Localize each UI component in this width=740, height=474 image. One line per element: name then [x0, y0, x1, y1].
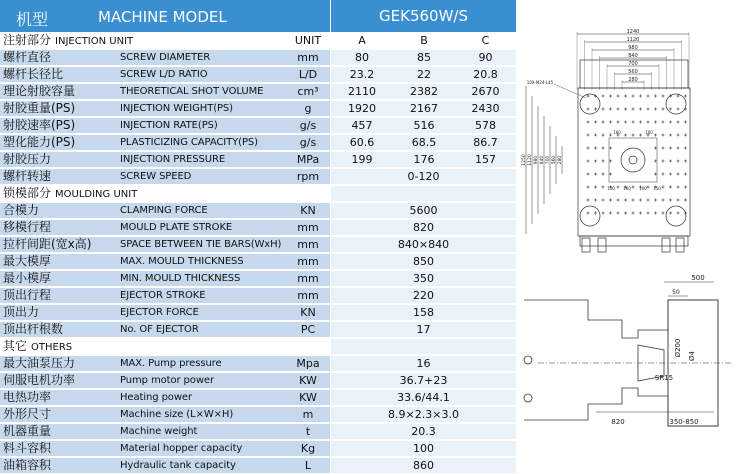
wheel [524, 356, 532, 364]
row-unit: g/s [286, 135, 330, 150]
nozzle-center [629, 156, 637, 164]
row-unit: m [286, 407, 330, 422]
row-label-en: Material hopper capacity [114, 441, 292, 456]
row-label-en: MAX. Pump pressure [114, 356, 292, 371]
tie-bar [580, 206, 600, 226]
hole-note: 10X-M24-L45 [526, 80, 554, 85]
row-label-cn: 电热功率 [0, 390, 117, 405]
row-unit: t [286, 424, 330, 439]
row-label-cn: 伺服电机功率 [0, 373, 117, 388]
left-dim-label: 1120 [528, 154, 533, 166]
table-row [0, 458, 516, 474]
row-label-en: INJECTION RATE(PS) [114, 118, 292, 133]
table-row [0, 254, 516, 270]
row-label-en: INJECTION WEIGHT(PS) [114, 101, 292, 116]
table-row [0, 407, 516, 423]
row-unit: mm [286, 220, 330, 235]
row-label-cn: 螺杆长径比 [0, 67, 117, 82]
row-unit: g [286, 101, 330, 116]
column-header-c: C [455, 33, 516, 48]
model-label-en: MACHINE MODEL [98, 8, 227, 26]
row-unit: MPa [286, 152, 330, 167]
platen-front-view [521, 29, 690, 252]
value-a: 457 [331, 118, 393, 133]
dim-350-label: 350-850 [669, 418, 699, 426]
value: 820 [331, 220, 516, 235]
value-b: 2382 [393, 84, 455, 99]
dim-phi4-label: Ø4 [688, 351, 696, 361]
row-label-cn: 顶出力 [0, 305, 117, 320]
left-dim-label: 280 [558, 155, 563, 165]
table-row [0, 424, 516, 440]
value-a: 60.6 [331, 135, 393, 150]
value: 100 [331, 441, 516, 456]
row-unit: Kg [286, 441, 330, 456]
value: 840×840 [331, 237, 516, 252]
table-row [0, 390, 516, 406]
section-title [0, 33, 333, 48]
row-label-cn: 合模力 [0, 203, 117, 218]
left-dim-label: 560 [552, 155, 557, 165]
row-unit: cm³ [286, 84, 330, 99]
row-unit: L [286, 458, 330, 473]
row-label-en: INJECTION PRESSURE [114, 152, 292, 167]
row-unit: KW [286, 373, 330, 388]
row-label-cn: 顶出行程 [0, 288, 117, 303]
row-label-cn: 射胶压力 [0, 152, 117, 167]
value-b: 85 [393, 50, 455, 65]
value-c: 2670 [455, 84, 516, 99]
row-unit: g/s [286, 118, 330, 133]
section-title-cn: 注射部分 [3, 33, 52, 47]
row-label-cn: 螺杆直径 [0, 50, 117, 65]
table-row [0, 441, 516, 457]
table-row [0, 67, 516, 83]
table-row [0, 118, 516, 134]
row-unit: Mpa [286, 356, 330, 371]
section-title-cn: 其它 [3, 339, 28, 353]
value: 158 [331, 305, 516, 320]
tie-bar [666, 206, 686, 226]
value: 33.6/44.1 [331, 390, 516, 405]
row-unit: KN [286, 305, 330, 320]
value: 20.3 [331, 424, 516, 439]
section-title-en: INJECTION UNIT [55, 36, 134, 47]
tie-bar [666, 94, 686, 114]
table-header [0, 0, 516, 32]
row-unit: mm [286, 254, 330, 269]
center-dim-label: 150 [653, 186, 661, 191]
value: 220 [331, 288, 516, 303]
value-c: 578 [455, 118, 516, 133]
row-label-en: Hydraulic tank capacity [114, 458, 292, 473]
platen-foot [598, 238, 606, 252]
table-row [0, 203, 516, 219]
row-label-en: SCREW SPEED [114, 169, 292, 184]
value-c: 90 [455, 50, 516, 65]
platen-foot [676, 238, 684, 252]
tie-bar [580, 94, 600, 114]
section-header-moulding [0, 186, 516, 202]
section-title-en: OTHERS [31, 342, 73, 353]
top-dim-label: 280 [628, 77, 638, 83]
row-label-en: MIN. MOULD THICKNESS [114, 271, 292, 286]
row-label-en: SCREW DIAMETER [114, 50, 292, 65]
table-row [0, 288, 516, 304]
row-unit: KW [286, 390, 330, 405]
center-dim-label: 100 [645, 130, 653, 135]
row-label-en: Heating power [114, 390, 292, 405]
top-dim-label: 700 [628, 61, 638, 67]
row-unit: mm [286, 271, 330, 286]
center-dim-label: 160 [623, 186, 631, 191]
section-header-injection [0, 33, 516, 49]
wheel [524, 394, 532, 402]
value: 0-120 [331, 169, 516, 184]
top-dim-label: 840 [628, 53, 638, 59]
nozzle-opening [621, 148, 645, 172]
nozzle-side-view [524, 274, 732, 426]
value-a: 23.2 [331, 67, 393, 82]
table-row [0, 169, 516, 185]
section-title-en: MOULDING UNIT [55, 189, 138, 200]
value-c: 2430 [455, 101, 516, 116]
left-dim-label: 980 [534, 155, 539, 165]
row-label-cn: 理论射胶容量 [0, 84, 117, 99]
dim-500-label: 500 [691, 274, 705, 282]
left-dim-label: 840 [540, 155, 545, 165]
value-b: 22 [393, 67, 455, 82]
table-row [0, 135, 516, 151]
model-name: GEK560W/S [331, 0, 516, 32]
column-header-a: A [331, 33, 393, 48]
dim-50-label: 50 [672, 289, 680, 296]
row-unit: PC [286, 322, 330, 337]
center-dim-label: 160 [613, 130, 621, 135]
model-label-cn: 机型 [16, 10, 49, 29]
value: 350 [331, 271, 516, 286]
center-dim-label: 150 [607, 186, 615, 191]
top-dim-label: 560 [628, 69, 638, 75]
dim-phi200-label: Ø200 [674, 338, 682, 358]
value-c: 86.7 [455, 135, 516, 150]
unit-header: UNIT [286, 33, 330, 48]
row-label-en: MOULD PLATE STROKE [114, 220, 292, 235]
row-label-cn: 移模行程 [0, 220, 117, 235]
row-unit: mm [286, 50, 330, 65]
left-dim-label: 700 [546, 155, 551, 165]
row-label-en: EJECTOR STROKE [114, 288, 292, 303]
value-b: 516 [393, 118, 455, 133]
section-fill [331, 186, 516, 201]
row-label-en: EJECTOR FORCE [114, 305, 292, 320]
platen-outline [578, 88, 690, 236]
table-row [0, 237, 516, 253]
platen-foot [662, 238, 670, 252]
value-c: 20.8 [455, 67, 516, 82]
platen-profile-top [524, 300, 718, 338]
center-dim-label: 100 [639, 186, 647, 191]
table-row [0, 356, 516, 372]
row-label-cn: 外形尺寸 [0, 407, 117, 422]
value-c: 157 [455, 152, 516, 167]
row-label-cn: 最小模厚 [0, 271, 117, 286]
table-row [0, 101, 516, 117]
row-label-cn: 机器重量 [0, 424, 117, 439]
value: 8.9×2.3×3.0 [331, 407, 516, 422]
table-row [0, 84, 516, 100]
row-label-en: MAX. MOULD THICKNESS [114, 254, 292, 269]
column-header-b: B [393, 33, 455, 48]
row-label-en: SCREW L/D RATIO [114, 67, 292, 82]
row-unit: mm [286, 237, 330, 252]
row-label-cn: 顶出杆根数 [0, 322, 117, 337]
row-label-en: Machine size (L×W×H) [114, 407, 292, 422]
value: 17 [331, 322, 516, 337]
top-dim-label: 1120 [626, 37, 640, 43]
row-label-en: PLASTICIZING CAPACITY(PS) [114, 135, 292, 150]
row-label-cn: 最大油泵压力 [0, 356, 117, 371]
value-b: 176 [393, 152, 455, 167]
table-row [0, 50, 516, 66]
row-unit: rpm [286, 169, 330, 184]
row-unit: L/D [286, 67, 330, 82]
value: 36.7+23 [331, 373, 516, 388]
value: 16 [331, 356, 516, 371]
row-label-cn: 拉杆间距(宽x高) [0, 237, 117, 252]
value-b: 2167 [393, 101, 455, 116]
table-row [0, 220, 516, 236]
value: 850 [331, 254, 516, 269]
table-row [0, 305, 516, 321]
row-unit: KN [286, 203, 330, 218]
value: 5600 [331, 203, 516, 218]
top-dim-label: 1240 [626, 29, 640, 35]
value-a: 199 [331, 152, 393, 167]
section-fill [331, 339, 516, 354]
platen-bottom [580, 236, 688, 246]
top-dim-label: 980 [628, 45, 638, 51]
value-a: 80 [331, 50, 393, 65]
section-header-others [0, 339, 516, 355]
dim-820-label: 820 [611, 418, 625, 426]
row-label-cn: 螺杆转速 [0, 169, 117, 184]
row-label-en: Pump motor power [114, 373, 292, 388]
sr-label: SR15 [654, 374, 674, 382]
table-row [0, 373, 516, 389]
row-label-cn: 射胶重量(PS) [0, 101, 117, 116]
row-unit: mm [286, 288, 330, 303]
machine-drawing [518, 0, 740, 474]
row-label-en: Machine weight [114, 424, 292, 439]
table-row [0, 271, 516, 287]
row-label-en: CLAMPING FORCE [114, 203, 292, 218]
row-label-cn: 塑化能力(PS) [0, 135, 117, 150]
platen-foot [582, 238, 590, 252]
left-dim-label: 1250 [522, 154, 527, 166]
value-b: 68.5 [393, 135, 455, 150]
table-row [0, 322, 516, 338]
row-label-cn: 料斗容积 [0, 441, 117, 456]
row-label-en: THEORETICAL SHOT VOLUME [114, 84, 292, 99]
row-label-en: No. OF EJECTOR [114, 322, 292, 337]
header-left [0, 0, 330, 32]
row-label-en: SPACE BETWEEN TIE BARS(WxH) [114, 237, 292, 252]
section-title [0, 186, 333, 201]
section-title-cn: 锁模部分 [3, 186, 52, 200]
value-a: 1920 [331, 101, 393, 116]
table-row [0, 152, 516, 168]
section-title [0, 339, 333, 354]
row-label-cn: 油箱容积 [0, 458, 117, 473]
row-label-cn: 射胶速率(PS) [0, 118, 117, 133]
mounting-holes [587, 95, 688, 215]
row-label-cn: 最大模厚 [0, 254, 117, 269]
value-a: 2110 [331, 84, 393, 99]
leader-line [554, 84, 586, 98]
value: 860 [331, 458, 516, 473]
center-box [609, 138, 657, 182]
